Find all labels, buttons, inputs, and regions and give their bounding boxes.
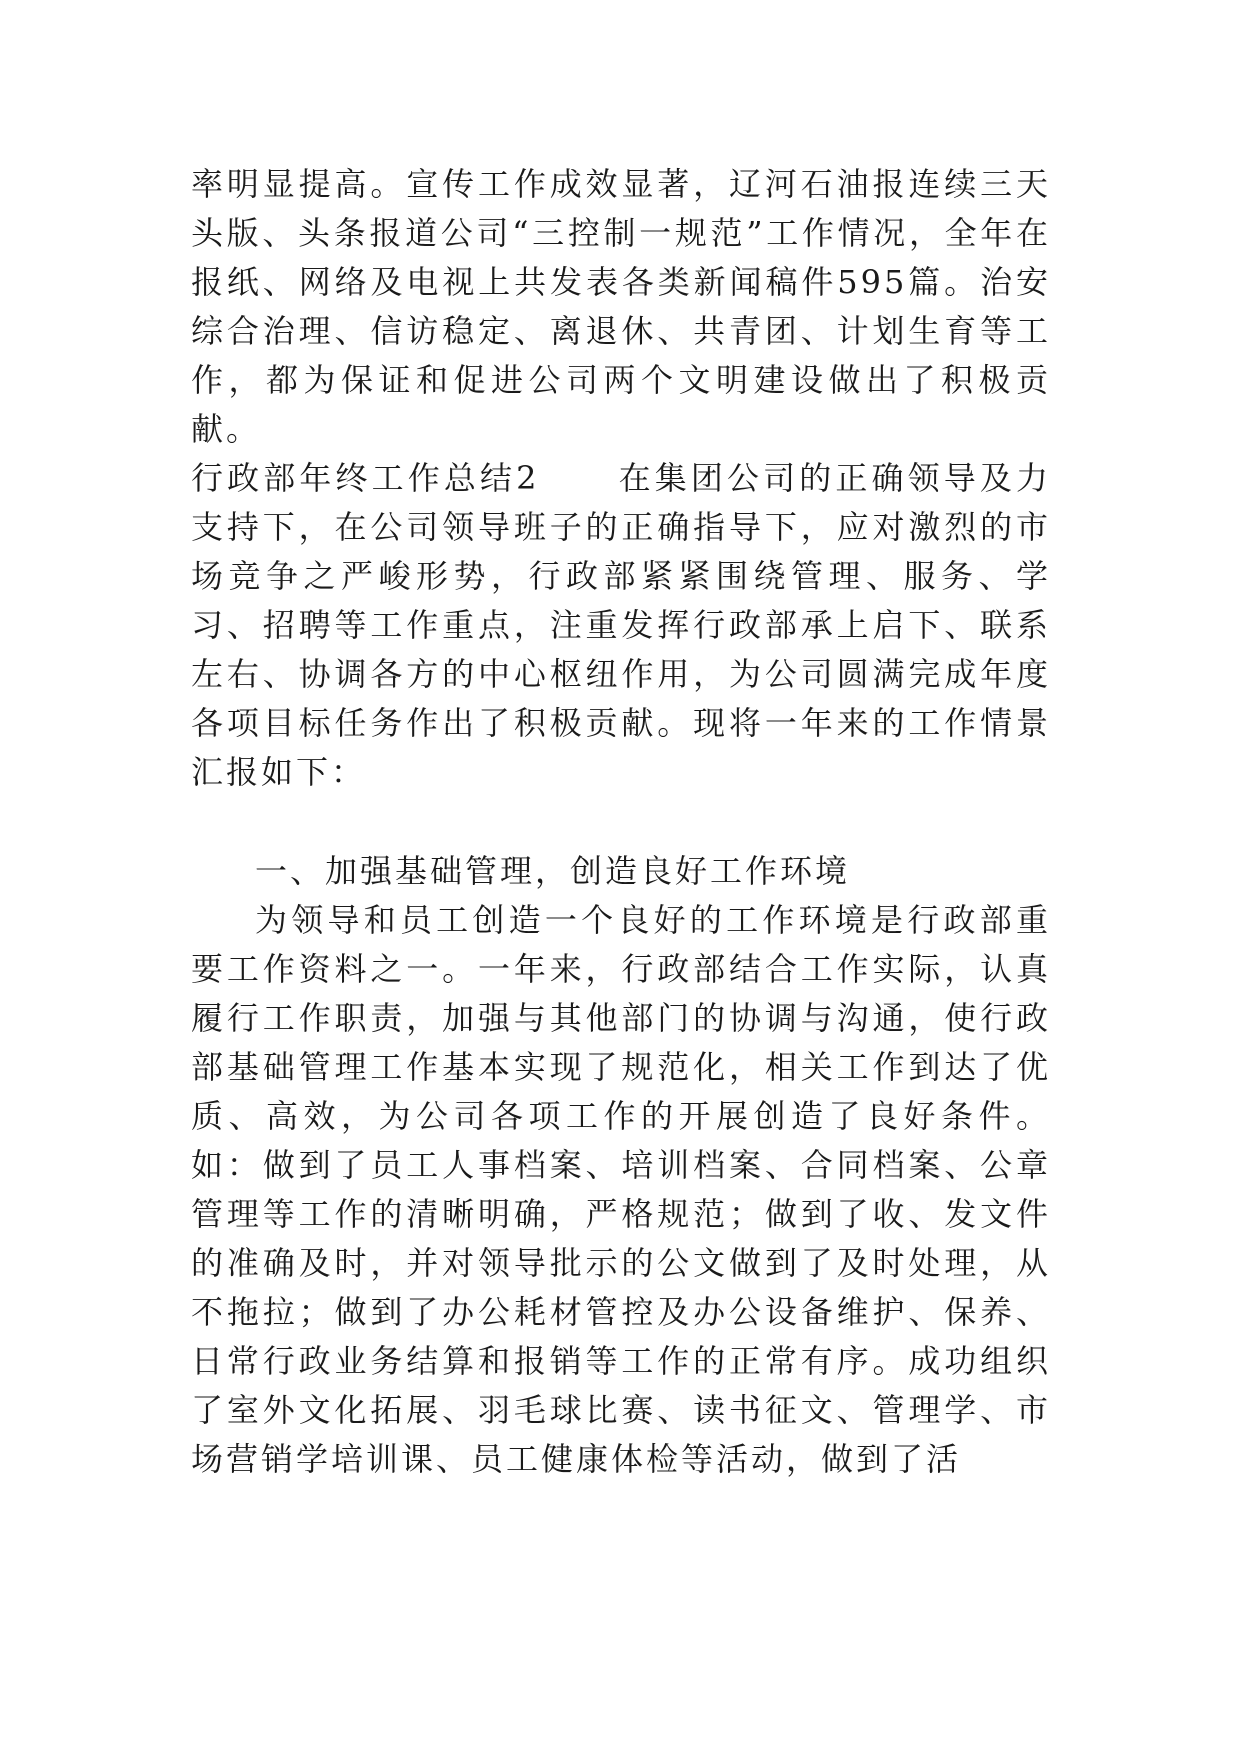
document-body-bottom bbox=[191, 896, 1051, 1484]
document-heading-block bbox=[191, 847, 1051, 896]
section-title: 行政部年终工作总结2 bbox=[191, 459, 540, 497]
intro-text: 在集团公司的正确领导及力支持下，在公司领导班子的正确指导下，应对激烈的市场竞争之严峻形势，行政部紧紧围绕管理、服务、学习、招聘等工作重点，注重发挥行政部承上启下、联系左右、协调各方的中心枢纽作用，为公司圆满完成年度各项目标任务作出了积极贡献。现将一年来的工作情景汇报如下： bbox=[191, 459, 1051, 791]
document-section-intro bbox=[191, 454, 1051, 797]
paragraph-continuation: 率明显提高。宣传工作成效显著，辽河石油报连续三天头版、头条报道公司“三控制一规范”工作情况，全年在报纸、网络及电视上共发表各类新闻稿件595篇。治安综合治理、信访稳定、离退休、共青团、计划生育等工作，都为保证和促进公司两个文明建设做出了积极贡献。 bbox=[191, 165, 1051, 448]
document-body-top bbox=[191, 160, 1051, 454]
section-heading: 一、加强基础管理，创造良好工作环境 bbox=[255, 852, 851, 890]
section-intro-paragraph bbox=[191, 454, 1051, 797]
paragraph-body: 为领导和员工创造一个良好的工作环境是行政部重要工作资料之一。一年来，行政部结合工作实际，认真履行工作职责，加强与其他部门的协调与沟通，使行政部基础管理工作基本实现了规范化，相关工作到达了优质、高效，为公司各项工作的开展创造了良好条件。如：做到了员工人事档案、培训档案、合同档案、公章管理等工作的清晰明确，严格规范；做到了收、发文件的准确及时，并对领导批示的公文做到了及时处理，从不拖拉；做到了办公耗材管控及办公设备维护、保养、日常行政业务结算和报销等工作的正常有序。成功组织了室外文化拓展、羽毛球比赛、读书征文、管理学、市场营销学培训课、员工健康体检等活动，做到了活 bbox=[191, 901, 1051, 1478]
